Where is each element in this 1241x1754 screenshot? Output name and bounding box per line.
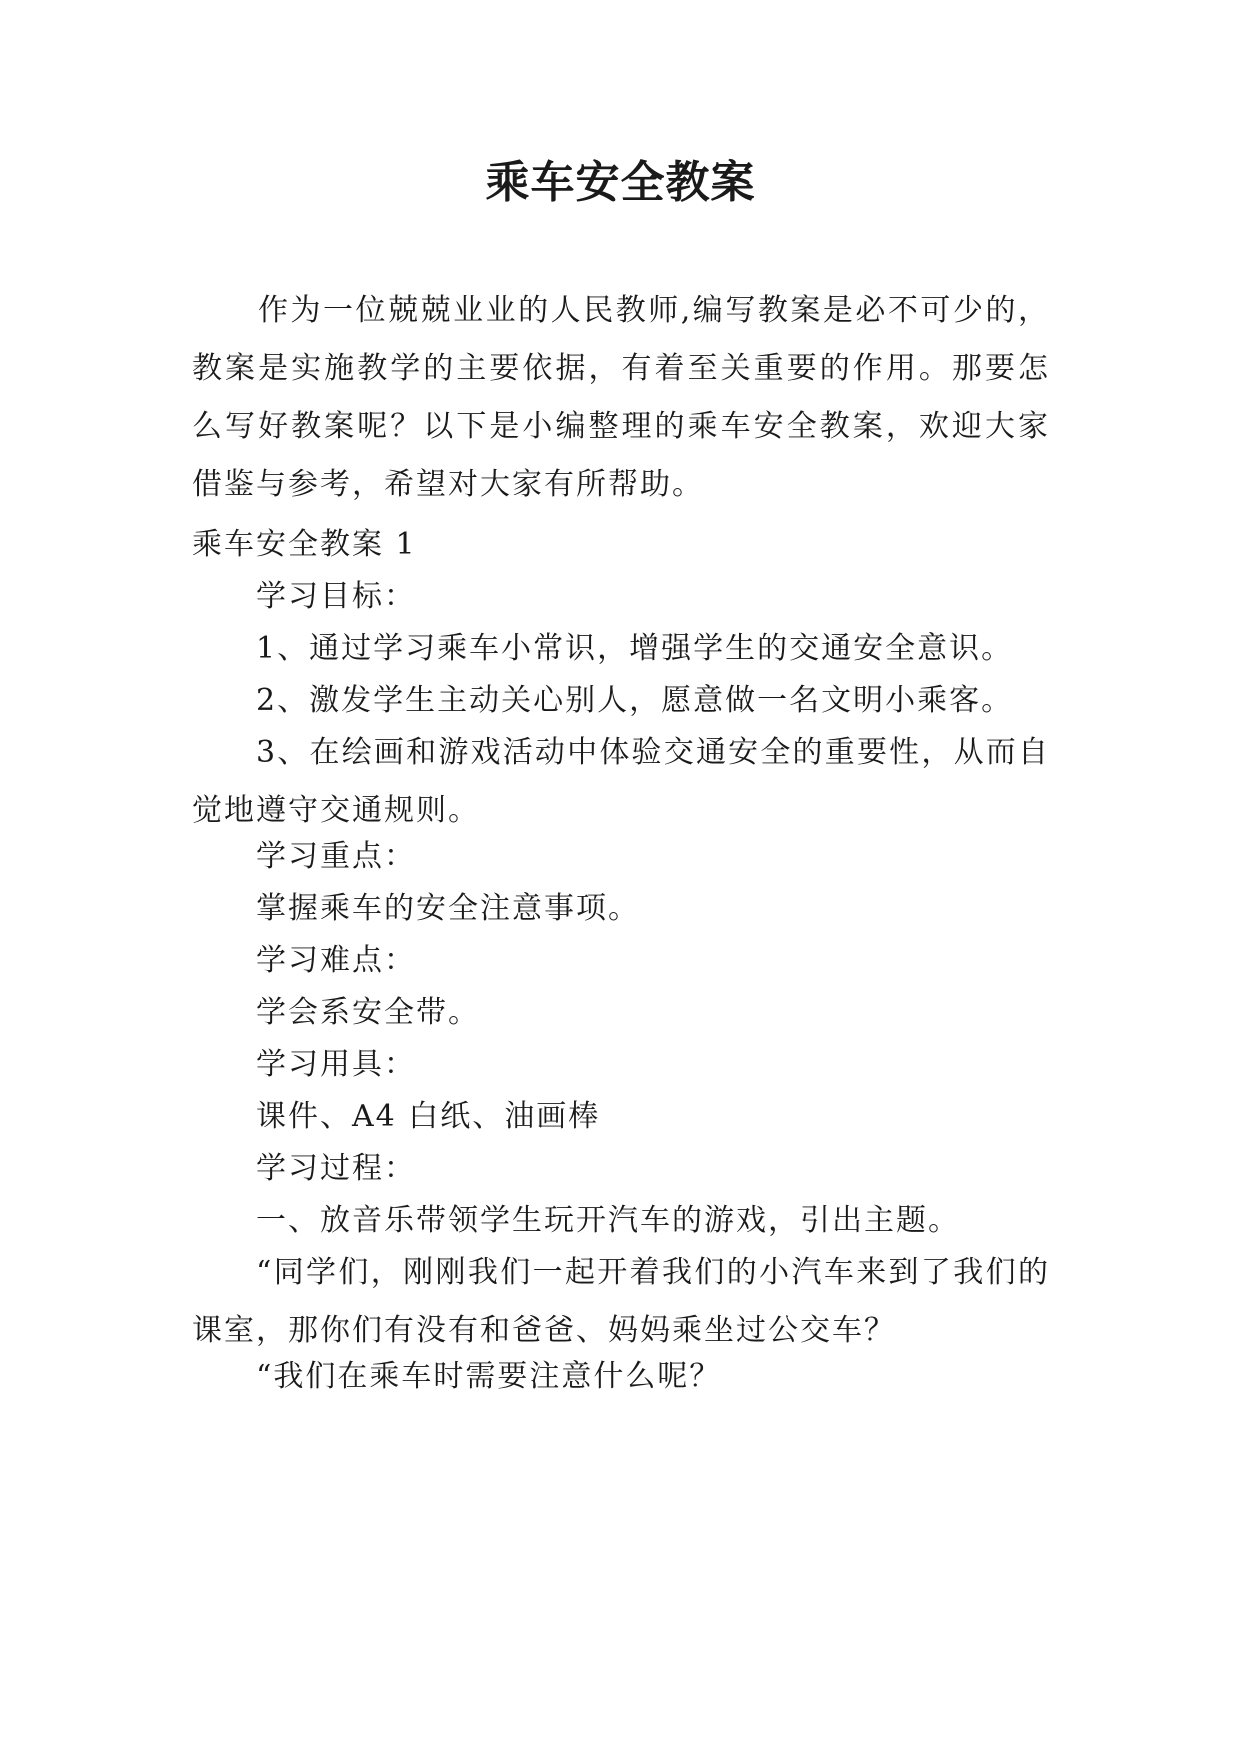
document-title: 乘车安全教案 [485,157,756,208]
paragraph-key-points-label: 学习重点： [256,839,416,874]
intro-paragraph: 作为一位兢兢业业的人民教师,编写教案是必不可少的，教案是实施教学的主要依据，有着至关重要的作用。那要怎么写好教案呢？以下是小编整理的乘车安全教案，欢迎大家借鉴与参考，希望对大家有所帮助。 [192,293,1050,502]
paragraph-goal-1: 1、通过学习乘车小常识，增强学生的交通安全意识。 [256,631,1014,666]
paragraph-goal-3: 3、在绘画和游戏活动中体验交通安全的重要性，从而自觉地遵守交通规则。 [192,735,1050,828]
paragraph-step-1: 一、放音乐带领学生玩开汽车的游戏，引出主题。 [256,1203,960,1238]
paragraph-tools-label: 学习用具： [256,1047,416,1082]
paragraph-learning-goals-label: 学习目标： [256,579,416,614]
paragraph-key-points: 掌握乘车的安全注意事项。 [256,891,640,926]
paragraph-goal-2: 2、激发学生主动关心别人，愿意做一名文明小乘客。 [256,683,1014,718]
paragraph-process-label: 学习过程： [256,1151,416,1186]
paragraph-quote-1: “同学们，刚刚我们一起开着我们的小汽车来到了我们的课室，那你们有没有和爸爸、妈妈乘坐过公交车？ [192,1255,1050,1348]
paragraph-quote-2: “我们在乘车时需要注意什么呢？ [256,1359,722,1394]
section-heading: 乘车安全教案 1 [192,527,417,562]
paragraph-tools: 课件、A4 白纸、油画棒 [256,1099,601,1134]
paragraph-difficulty-label: 学习难点： [256,943,416,978]
paragraph-difficulty: 学会系安全带。 [256,995,480,1030]
